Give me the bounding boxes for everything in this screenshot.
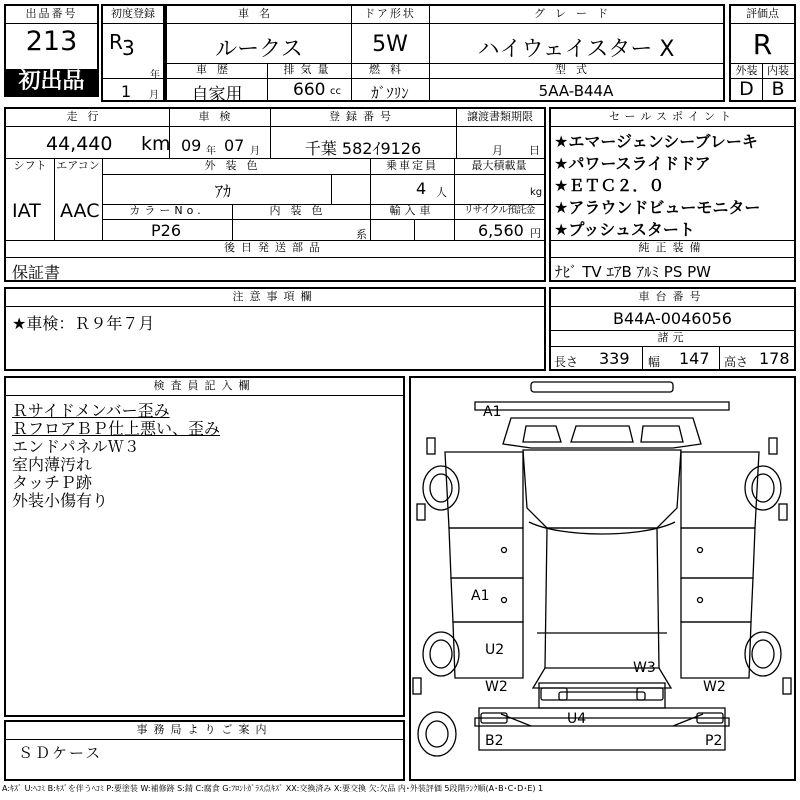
dimensions-label: 諸元 <box>657 331 688 344</box>
door-type: 5W <box>372 32 408 57</box>
later-parts-label: 後日発送部品 <box>224 241 326 254</box>
damage-diagram-box <box>409 376 796 781</box>
import-label: 輸入車 <box>389 204 435 217</box>
capacity-unit: 人 <box>436 186 447 199</box>
inspector-box <box>4 376 405 717</box>
sales-points-box <box>549 107 796 282</box>
equipment-label: 純正装備 <box>638 241 707 254</box>
interior-label: 内装 <box>767 64 789 77</box>
recycle-fee: 6,560 <box>478 221 524 240</box>
fuel: ｶﾞｿﾘﾝ <box>371 84 409 102</box>
inspection-label: 車検 <box>198 110 241 123</box>
mark-p2: P2 <box>705 733 723 749</box>
length-value: 339 <box>599 349 630 368</box>
reg-month-unit: 月 <box>149 90 159 101</box>
equipment-value: ﾅﾋﾞ TV ｴｱB ｱﾙﾐ PS PW <box>555 263 711 281</box>
color-no-label: カラーNo. <box>129 204 205 217</box>
max-load-label: 最大積載量 <box>471 159 527 172</box>
recycle-unit: 円 <box>530 227 541 240</box>
mark-u2: U2 <box>485 642 505 658</box>
mark-w2-right: W2 <box>703 679 726 695</box>
legend: A:ｷｽﾞ U:ﾍｺﾐ B:ｷｽﾞを伴うﾍｺﾐ P:要塗装 W:補修跡 S:錆 C:腐食 G:ﾌﾛﾝﾄｶﾞﾗｽ点ｷｽﾞ XX:交換済み X:要交換 欠:欠品 内･外装評価 5段階ﾗﾝｸ順(A･B･C･D･E) 1 <box>2 784 544 793</box>
exterior-grade: D <box>739 78 754 100</box>
door-label: ドア形状 <box>364 7 416 20</box>
max-load-unit: kg <box>530 187 543 198</box>
vehicle-name: ルークス <box>215 37 303 62</box>
notes-box <box>4 287 546 371</box>
lot-number: 213 <box>25 26 78 57</box>
chassis-label: 車台番号 <box>638 290 707 303</box>
mileage-unit: km <box>141 133 171 155</box>
history-label: 車歴 <box>196 63 238 76</box>
inspector-label: 検査員記入欄 <box>153 379 256 392</box>
transfer-label: 譲渡書類期限 <box>467 110 533 123</box>
sales-point-3: ★ＥＴＣ２．０ <box>554 176 665 195</box>
sales-points-label: セールスポイント <box>608 110 736 123</box>
car-diagram <box>411 378 794 779</box>
first-reg-label: 初度登録 <box>111 7 155 20</box>
mileage-label: 走行 <box>66 110 109 123</box>
inspection-month: 07 <box>224 136 245 155</box>
air-conditioner: AAC <box>60 200 100 222</box>
chassis-box <box>549 287 796 371</box>
mark-u4: U4 <box>567 711 587 727</box>
office-box <box>4 720 405 781</box>
model-label: 型式 <box>555 63 597 76</box>
sales-point-1: ★エマージェンシーブレーキ <box>554 132 758 151</box>
mark-w3: W3 <box>633 660 656 676</box>
vehicle-info-box <box>165 4 725 105</box>
ac-label: エアコン <box>56 159 100 172</box>
notes-value: ★車検：Ｒ９年７月 <box>12 314 155 333</box>
grade: ハイウェイスター X <box>477 37 675 62</box>
recycle-label: リサイクル預託金 <box>463 205 535 216</box>
mark-a1-side: A1 <box>471 588 490 604</box>
reg-month: 1 <box>121 82 132 101</box>
mark-a1-top: A1 <box>483 404 502 420</box>
model: 5AA-B44A <box>538 82 614 100</box>
interior-grade: B <box>771 78 785 100</box>
mark-w2-left: W2 <box>485 679 508 695</box>
later-parts-value: 保証書 <box>12 263 61 282</box>
displacement-unit: cc <box>330 86 341 97</box>
grade-label: グレード <box>534 7 618 20</box>
capacity: 4 <box>416 179 427 198</box>
exterior-label: 外装 <box>735 64 758 77</box>
chassis-number: B44A-0046056 <box>613 309 732 328</box>
sales-point-4: ★アラウンドビューモニター <box>554 198 761 217</box>
plate-label: 登録番号 <box>329 110 397 123</box>
lot-number-box <box>4 4 99 97</box>
length-label: 長さ <box>554 355 579 369</box>
shift-label: シフト <box>13 159 47 172</box>
notes-label: 注意事項欄 <box>232 290 318 303</box>
overall-score: R <box>752 28 773 61</box>
rating-box <box>729 4 796 102</box>
reg-era: R <box>109 30 123 54</box>
first-listing-badge: 初出品 <box>6 69 97 95</box>
inspector-line-5: タッチＰ跡 <box>12 473 93 492</box>
transfer-month-unit: 月 <box>492 144 503 157</box>
details-box <box>4 107 546 282</box>
transfer-day-unit: 日 <box>529 144 540 157</box>
displacement-label: 排気量 <box>283 63 335 76</box>
inspection-year: 09 <box>181 136 202 155</box>
sales-point-5: ★プッシュスタート <box>554 220 695 239</box>
color-no: P26 <box>151 221 182 240</box>
inspector-line-2: ＲフロアＢＰ仕上悪い、歪み <box>12 419 221 438</box>
capacity-label: 乗車定員 <box>386 159 438 172</box>
displacement: 660 <box>293 80 326 100</box>
height-value: 178 <box>759 349 790 368</box>
fuel-label: 燃料 <box>369 63 411 76</box>
inspection-month-unit: 月 <box>250 146 260 157</box>
plate-number: 千葉 582ｲ9126 <box>304 139 422 158</box>
shift: IAT <box>12 200 41 222</box>
inspector-line-4: 室内薄汚れ <box>12 455 93 474</box>
mileage: 44,440 <box>46 133 113 155</box>
width-value: 147 <box>679 349 710 368</box>
vehicle-name-label: 車名 <box>238 7 280 20</box>
lot-number-label: 出品番号 <box>25 7 78 20</box>
score-label: 評価点 <box>746 7 779 20</box>
history: 自家用 <box>191 85 243 105</box>
int-color-unit: 系 <box>356 228 367 241</box>
ext-color-label: 外装色 <box>204 159 268 172</box>
sales-point-2: ★パワースライドドア <box>554 154 711 173</box>
ext-color: ｱｶ <box>214 182 231 201</box>
width-label: 幅 <box>648 355 661 369</box>
mark-b2: B2 <box>485 733 504 749</box>
height-label: 高さ <box>724 355 749 369</box>
first-registration-box <box>101 4 165 102</box>
inspector-line-1: Ｒサイドメンバー歪み <box>12 401 170 420</box>
inspector-line-6: 外装小傷有り <box>12 491 109 510</box>
reg-year-unit: 年 <box>150 70 160 81</box>
inspection-year-unit: 年 <box>206 146 216 157</box>
reg-year: 3 <box>122 36 135 60</box>
int-color-label: 内装色 <box>269 204 333 217</box>
office-label: 事務局よりご案内 <box>136 723 273 736</box>
inspector-line-3: エンドパネルＷ３ <box>12 437 140 456</box>
office-value: ＳＤケース <box>18 744 103 762</box>
